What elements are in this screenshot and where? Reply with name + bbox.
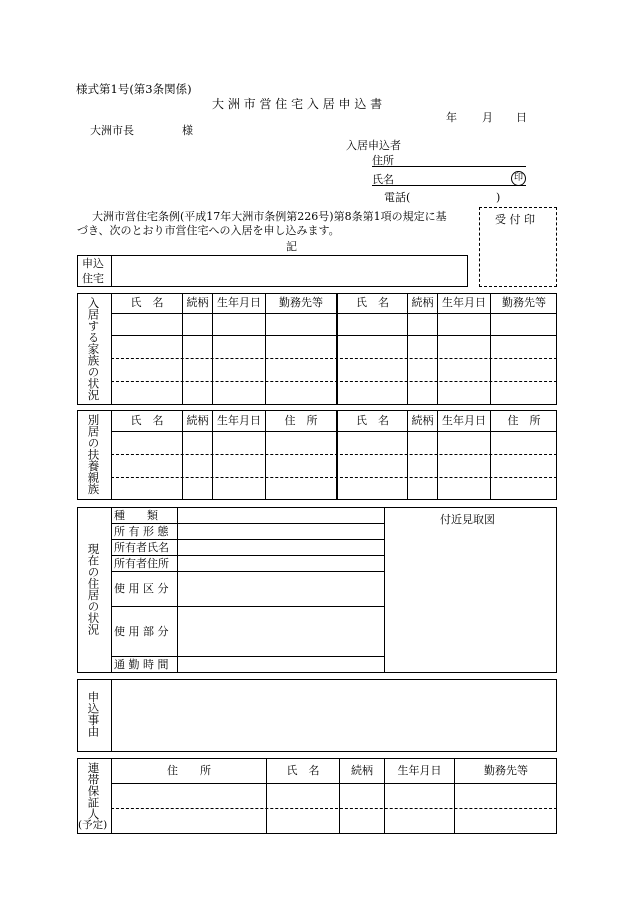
dependents-col-name: 氏 名 <box>130 414 164 427</box>
current-row-line <box>111 656 384 657</box>
family-col-birthdate: 生年月日 <box>217 296 261 309</box>
current-row-line <box>111 606 384 607</box>
guarantor-col-address: 住 所 <box>167 764 211 777</box>
current-row-owner-address: 所有者住所 <box>114 557 169 570</box>
applicant-heading: 入居申込者 <box>346 139 401 152</box>
reason-label: 申込事由 <box>86 691 101 737</box>
name-line[interactable] <box>372 185 526 186</box>
guarantor-header-line <box>111 783 557 784</box>
address-label: 住所 <box>372 154 394 167</box>
current-row-line <box>111 555 384 556</box>
date-day: 日 <box>516 111 527 124</box>
dependents-col-address: 住 所 <box>284 414 318 427</box>
current-row-line <box>111 539 384 540</box>
ki-label: 記 <box>286 240 297 253</box>
current-row-owner-name: 所有者氏名 <box>114 541 169 554</box>
current-row-ownership: 所 有 形 態 <box>114 525 169 538</box>
dependents-col-relation: 続柄 <box>186 414 209 427</box>
map-label: 付近見取図 <box>440 513 495 526</box>
housing-label-2: 住宅 <box>82 272 104 285</box>
family-col-name: 氏 名 <box>356 296 389 309</box>
current-row-line <box>111 571 384 572</box>
seal-mark: 印 <box>511 171 526 186</box>
family-col-div <box>407 293 408 405</box>
guarantor-col-work: 勤務先等 <box>484 764 528 777</box>
housing-divider <box>111 255 112 287</box>
date-year: 年 <box>446 111 457 124</box>
form-title: 大 洲 市 営 住 宅 入 居 申 込 書 <box>212 97 383 111</box>
form-number: 様式第1号(第3条関係) <box>76 82 192 96</box>
guarantor-col-relation: 続柄 <box>351 764 373 777</box>
family-col-div <box>265 293 266 405</box>
family-col-name: 氏 名 <box>130 296 164 309</box>
receipt-stamp-label: 受 付 印 <box>495 213 535 226</box>
family-center-divider <box>336 293 338 405</box>
dependents-col-name: 氏 名 <box>356 414 389 427</box>
guarantor-col-birthdate: 生年月日 <box>397 764 442 777</box>
family-col-work: 勤務先等 <box>502 296 546 309</box>
family-col-div <box>212 293 213 405</box>
current-field-divider <box>177 507 178 673</box>
dependents-label: 別居の扶養親族 <box>86 414 101 495</box>
current-row-commute: 通 勤 時 間 <box>114 658 169 671</box>
body-line-2: づき、次のとおり市営住宅への入居を申し込みます。 <box>77 224 340 237</box>
guarantor-col-name: 氏 名 <box>286 764 320 777</box>
current-row-usage-class: 使 用 区 分 <box>114 582 169 595</box>
phone-close: ) <box>496 191 501 204</box>
current-label-divider <box>111 507 112 673</box>
current-map-divider <box>384 507 385 673</box>
family-col-relation: 続柄 <box>186 296 209 309</box>
guarantor-row-line <box>111 808 557 809</box>
family-label: 入居する家族の状況 <box>86 297 101 401</box>
address-line[interactable] <box>372 166 526 167</box>
family-table <box>77 293 557 405</box>
current-label: 現在の住居の状況 <box>86 543 101 635</box>
phone-label: 電話( <box>384 191 411 204</box>
family-col-div <box>490 293 491 405</box>
reason-input[interactable] <box>112 680 556 751</box>
dependents-col-birthdate: 生年月日 <box>442 414 486 427</box>
guarantor-label: 連帯保証人 <box>86 762 101 820</box>
addressee: 大洲市長 <box>90 124 134 137</box>
honorific: 様 <box>182 124 193 137</box>
body-line-1: 大洲市営住宅条例(平成17年大洲市条例第226号)第8条第1項の規定に基 <box>92 210 447 223</box>
family-col-birthdate: 生年月日 <box>442 296 486 309</box>
family-label-divider <box>111 293 112 405</box>
date-month: 月 <box>482 111 493 124</box>
current-row-usage-part: 使 用 部 分 <box>114 625 169 638</box>
housing-input[interactable] <box>113 256 466 286</box>
current-row-line <box>111 523 384 524</box>
dependents-col-address: 住 所 <box>507 414 541 427</box>
family-col-div <box>182 293 183 405</box>
guarantor-label-sub: (予定) <box>78 819 108 831</box>
name-label: 氏名 <box>372 173 394 186</box>
family-col-relation: 続柄 <box>411 296 434 309</box>
family-col-div <box>437 293 438 405</box>
housing-label-1: 申込 <box>82 257 104 270</box>
dependents-col-relation: 続柄 <box>411 414 434 427</box>
current-row-type: 種 類 <box>114 509 158 522</box>
dependents-col-birthdate: 生年月日 <box>217 414 261 427</box>
family-col-work: 勤務先等 <box>279 296 323 309</box>
